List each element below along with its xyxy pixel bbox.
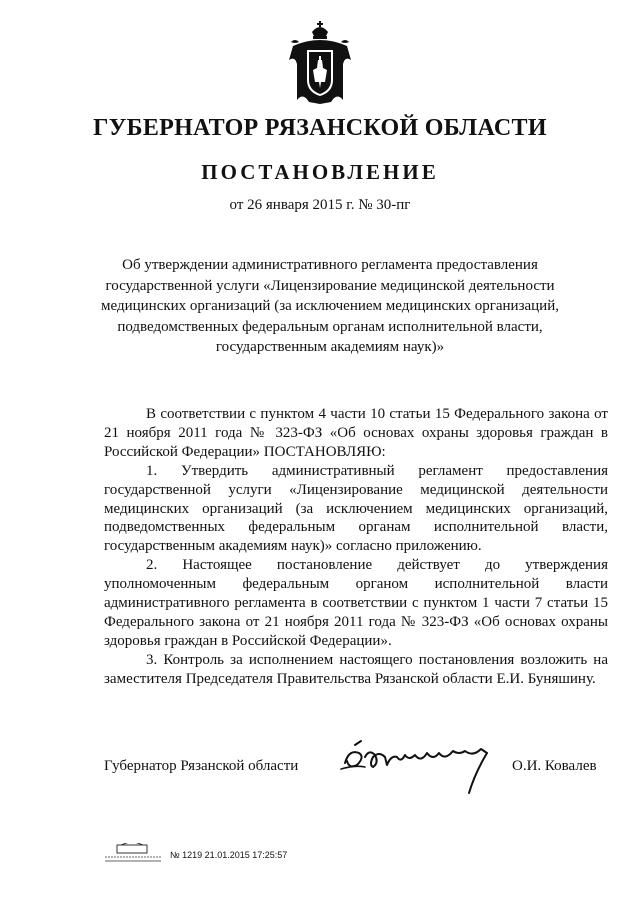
handwritten-signature: [335, 735, 500, 795]
item-3-paragraph: 3. Контроль за исполнением настоящего постановления возложить на заместителя Председателя Правительства Рязанской области Е.И. Буняшину.: [104, 651, 608, 687]
signatory-position: Губернатор Рязанской области: [104, 758, 299, 774]
registration-stamp: № 1219 21.01.2015 17:25:57: [170, 850, 288, 860]
document-subject: Об утверждении административного регламента предоставления государственной услуги «Лицензирование медицинской деятельности медицинских организаций (за исключением медицинских организаций, подведомственных федеральным органам исполнительной власти, государственным академиям наук)»: [101, 257, 559, 355]
preamble-paragraph: В соответствии с пунктом 4 части 10 статьи 15 Федерального закона от 21 ноября 2011 года № 323-ФЗ «Об основах охраны здоровья граждан в Российской Федерации» ПОСТАНОВЛЯЮ:: [104, 406, 608, 460]
document-date-number: от 26 января 2015 г. № 30-пг: [229, 197, 411, 213]
governor-title: ГУБЕРНАТОР РЯЗАНСКОЙ ОБЛАСТИ: [93, 115, 547, 141]
document-type: ПОСТАНОВЛЕНИЕ: [201, 160, 439, 184]
document-body: [104, 405, 608, 689]
item-1-paragraph: 1. Утвердить административный регламент предоставления государственной услуги «Лицензирование медицинской деятельности медицинских организаций (за исключением медицинских организаций, подведомственных федеральным органам исполнительной власти, государственным академиям наук)» согласно приложению.: [104, 462, 608, 555]
item-2-paragraph: 2. Настоящее постановление действует до утверждения уполномоченным федеральным органом исполнительной власти административного регламента в соответствии с пунктом 1 части 7 статьи 15 Федерального закона от 21 ноября 2011 года № 323-ФЗ «Об основах охраны здоровья граждан в Российской Федерации».: [104, 557, 608, 649]
registry-stamp-icon: [103, 843, 163, 865]
signatory-name: О.И. Ковалев: [512, 758, 597, 774]
coat-of-arms-icon: [285, 20, 355, 106]
